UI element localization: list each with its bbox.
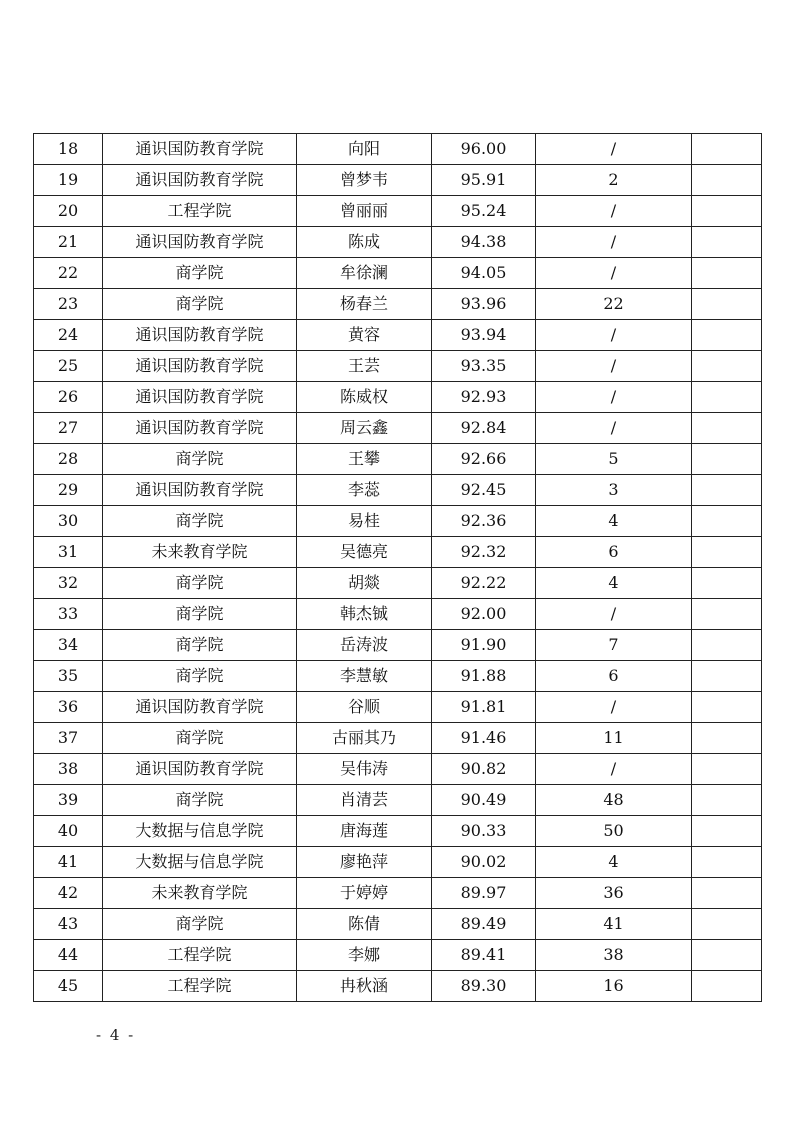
- rank-cell: /: [536, 692, 692, 723]
- remark-cell: [692, 289, 762, 320]
- name-cell: 谷顺: [297, 692, 432, 723]
- college-cell: 大数据与信息学院: [103, 847, 297, 878]
- rank-cell: 3: [536, 475, 692, 506]
- name-cell: 陈威权: [297, 382, 432, 413]
- row-number-cell: 28: [34, 444, 103, 475]
- remark-cell: [692, 878, 762, 909]
- rank-cell: 11: [536, 723, 692, 754]
- remark-cell: [692, 661, 762, 692]
- table-row: [34, 351, 762, 382]
- name-cell: 岳涛波: [297, 630, 432, 661]
- college-cell: 工程学院: [103, 196, 297, 227]
- name-cell: 王芸: [297, 351, 432, 382]
- table-row: [34, 785, 762, 816]
- row-number-cell: 29: [34, 475, 103, 506]
- name-cell: 曾梦韦: [297, 165, 432, 196]
- remark-cell: [692, 165, 762, 196]
- name-cell: 牟徐澜: [297, 258, 432, 289]
- college-cell: 通识国防教育学院: [103, 227, 297, 258]
- score-cell: 90.82: [432, 754, 536, 785]
- rank-cell: 6: [536, 661, 692, 692]
- score-cell: 92.36: [432, 506, 536, 537]
- row-number-cell: 30: [34, 506, 103, 537]
- rank-cell: 48: [536, 785, 692, 816]
- college-cell: 通识国防教育学院: [103, 475, 297, 506]
- row-number-cell: 21: [34, 227, 103, 258]
- rank-cell: /: [536, 134, 692, 165]
- table-row: [34, 971, 762, 1002]
- score-cell: 90.33: [432, 816, 536, 847]
- remark-cell: [692, 506, 762, 537]
- college-cell: 商学院: [103, 661, 297, 692]
- score-cell: 92.84: [432, 413, 536, 444]
- score-cell: 93.35: [432, 351, 536, 382]
- score-cell: 89.30: [432, 971, 536, 1002]
- table-row: [34, 134, 762, 165]
- college-cell: 工程学院: [103, 940, 297, 971]
- row-number-cell: 43: [34, 909, 103, 940]
- name-cell: 吴德亮: [297, 537, 432, 568]
- row-number-cell: 32: [34, 568, 103, 599]
- college-cell: 通识国防教育学院: [103, 165, 297, 196]
- rank-cell: 6: [536, 537, 692, 568]
- score-cell: 95.24: [432, 196, 536, 227]
- remark-cell: [692, 227, 762, 258]
- row-number-cell: 31: [34, 537, 103, 568]
- college-cell: 通识国防教育学院: [103, 382, 297, 413]
- score-cell: 92.93: [432, 382, 536, 413]
- table-row: [34, 878, 762, 909]
- rank-cell: 16: [536, 971, 692, 1002]
- name-cell: 杨春兰: [297, 289, 432, 320]
- score-cell: 91.88: [432, 661, 536, 692]
- name-cell: 陈倩: [297, 909, 432, 940]
- college-cell: 未来教育学院: [103, 537, 297, 568]
- college-cell: 商学院: [103, 599, 297, 630]
- college-cell: 通识国防教育学院: [103, 134, 297, 165]
- rank-cell: /: [536, 599, 692, 630]
- name-cell: 黄容: [297, 320, 432, 351]
- rank-cell: 38: [536, 940, 692, 971]
- name-cell: 陈成: [297, 227, 432, 258]
- row-number-cell: 44: [34, 940, 103, 971]
- table-row: [34, 196, 762, 227]
- score-cell: 91.90: [432, 630, 536, 661]
- row-number-cell: 35: [34, 661, 103, 692]
- row-number-cell: 42: [34, 878, 103, 909]
- table-row: [34, 537, 762, 568]
- row-number-cell: 41: [34, 847, 103, 878]
- rank-cell: /: [536, 413, 692, 444]
- table-row: [34, 568, 762, 599]
- remark-cell: [692, 475, 762, 506]
- name-cell: 周云鑫: [297, 413, 432, 444]
- row-number-cell: 37: [34, 723, 103, 754]
- ranking-table: [33, 133, 762, 1002]
- name-cell: 廖艳萍: [297, 847, 432, 878]
- table-row: [34, 940, 762, 971]
- table-row: [34, 165, 762, 196]
- remark-cell: [692, 847, 762, 878]
- score-cell: 90.02: [432, 847, 536, 878]
- score-cell: 92.66: [432, 444, 536, 475]
- table-row: [34, 444, 762, 475]
- table-body: [34, 134, 762, 1002]
- rank-cell: 41: [536, 909, 692, 940]
- name-cell: 冉秋涵: [297, 971, 432, 1002]
- score-cell: 92.32: [432, 537, 536, 568]
- score-cell: 90.49: [432, 785, 536, 816]
- college-cell: 商学院: [103, 909, 297, 940]
- remark-cell: [692, 971, 762, 1002]
- remark-cell: [692, 754, 762, 785]
- name-cell: 李娜: [297, 940, 432, 971]
- score-cell: 92.00: [432, 599, 536, 630]
- table-row: [34, 723, 762, 754]
- college-cell: 商学院: [103, 630, 297, 661]
- name-cell: 曾丽丽: [297, 196, 432, 227]
- rank-cell: 4: [536, 568, 692, 599]
- score-cell: 92.22: [432, 568, 536, 599]
- remark-cell: [692, 537, 762, 568]
- row-number-cell: 18: [34, 134, 103, 165]
- row-number-cell: 34: [34, 630, 103, 661]
- table-row: [34, 630, 762, 661]
- remark-cell: [692, 599, 762, 630]
- table-row: [34, 661, 762, 692]
- name-cell: 肖清芸: [297, 785, 432, 816]
- score-cell: 93.96: [432, 289, 536, 320]
- row-number-cell: 45: [34, 971, 103, 1002]
- remark-cell: [692, 692, 762, 723]
- score-cell: 93.94: [432, 320, 536, 351]
- college-cell: 通识国防教育学院: [103, 351, 297, 382]
- name-cell: 吴伟涛: [297, 754, 432, 785]
- rank-cell: 4: [536, 847, 692, 878]
- row-number-cell: 36: [34, 692, 103, 723]
- table-row: [34, 320, 762, 351]
- row-number-cell: 33: [34, 599, 103, 630]
- name-cell: 易桂: [297, 506, 432, 537]
- remark-cell: [692, 258, 762, 289]
- table-row: [34, 909, 762, 940]
- remark-cell: [692, 630, 762, 661]
- row-number-cell: 19: [34, 165, 103, 196]
- rank-cell: 36: [536, 878, 692, 909]
- college-cell: 商学院: [103, 506, 297, 537]
- college-cell: 商学院: [103, 444, 297, 475]
- table-row: [34, 506, 762, 537]
- college-cell: 商学院: [103, 723, 297, 754]
- college-cell: 通识国防教育学院: [103, 754, 297, 785]
- remark-cell: [692, 444, 762, 475]
- rank-cell: 50: [536, 816, 692, 847]
- remark-cell: [692, 134, 762, 165]
- remark-cell: [692, 723, 762, 754]
- college-cell: 大数据与信息学院: [103, 816, 297, 847]
- table-row: [34, 816, 762, 847]
- table-row: [34, 847, 762, 878]
- remark-cell: [692, 909, 762, 940]
- rank-cell: /: [536, 227, 692, 258]
- name-cell: 古丽其乃: [297, 723, 432, 754]
- score-cell: 91.46: [432, 723, 536, 754]
- row-number-cell: 25: [34, 351, 103, 382]
- rank-cell: /: [536, 382, 692, 413]
- college-cell: 通识国防教育学院: [103, 320, 297, 351]
- row-number-cell: 27: [34, 413, 103, 444]
- remark-cell: [692, 568, 762, 599]
- rank-cell: /: [536, 351, 692, 382]
- remark-cell: [692, 940, 762, 971]
- score-cell: 94.38: [432, 227, 536, 258]
- rank-cell: 22: [536, 289, 692, 320]
- college-cell: 通识国防教育学院: [103, 413, 297, 444]
- name-cell: 王攀: [297, 444, 432, 475]
- row-number-cell: 22: [34, 258, 103, 289]
- college-cell: 工程学院: [103, 971, 297, 1002]
- name-cell: 李慧敏: [297, 661, 432, 692]
- table-row: [34, 754, 762, 785]
- table-row: [34, 692, 762, 723]
- college-cell: 商学院: [103, 785, 297, 816]
- college-cell: 商学院: [103, 568, 297, 599]
- remark-cell: [692, 320, 762, 351]
- score-cell: 91.81: [432, 692, 536, 723]
- name-cell: 胡燚: [297, 568, 432, 599]
- name-cell: 于婷婷: [297, 878, 432, 909]
- name-cell: 李蕊: [297, 475, 432, 506]
- row-number-cell: 26: [34, 382, 103, 413]
- table-row: [34, 289, 762, 320]
- college-cell: 商学院: [103, 289, 297, 320]
- rank-cell: 7: [536, 630, 692, 661]
- table-row: [34, 413, 762, 444]
- score-cell: 89.49: [432, 909, 536, 940]
- score-cell: 89.41: [432, 940, 536, 971]
- rank-cell: 4: [536, 506, 692, 537]
- rank-cell: /: [536, 754, 692, 785]
- college-cell: 通识国防教育学院: [103, 692, 297, 723]
- name-cell: 向阳: [297, 134, 432, 165]
- row-number-cell: 20: [34, 196, 103, 227]
- remark-cell: [692, 816, 762, 847]
- remark-cell: [692, 351, 762, 382]
- remark-cell: [692, 196, 762, 227]
- score-cell: 89.97: [432, 878, 536, 909]
- table-row: [34, 475, 762, 506]
- rank-cell: 5: [536, 444, 692, 475]
- row-number-cell: 40: [34, 816, 103, 847]
- page-number: - 4 -: [96, 1026, 136, 1044]
- remark-cell: [692, 413, 762, 444]
- rank-cell: /: [536, 196, 692, 227]
- table-row: [34, 599, 762, 630]
- remark-cell: [692, 382, 762, 413]
- remark-cell: [692, 785, 762, 816]
- score-cell: 95.91: [432, 165, 536, 196]
- score-cell: 94.05: [432, 258, 536, 289]
- score-cell: 92.45: [432, 475, 536, 506]
- college-cell: 商学院: [103, 258, 297, 289]
- table-row: [34, 227, 762, 258]
- name-cell: 唐海莲: [297, 816, 432, 847]
- table-row: [34, 258, 762, 289]
- score-cell: 96.00: [432, 134, 536, 165]
- row-number-cell: 23: [34, 289, 103, 320]
- row-number-cell: 39: [34, 785, 103, 816]
- rank-cell: /: [536, 320, 692, 351]
- name-cell: 韩杰铖: [297, 599, 432, 630]
- rank-cell: /: [536, 258, 692, 289]
- row-number-cell: 24: [34, 320, 103, 351]
- rank-cell: 2: [536, 165, 692, 196]
- row-number-cell: 38: [34, 754, 103, 785]
- college-cell: 未来教育学院: [103, 878, 297, 909]
- table-row: [34, 382, 762, 413]
